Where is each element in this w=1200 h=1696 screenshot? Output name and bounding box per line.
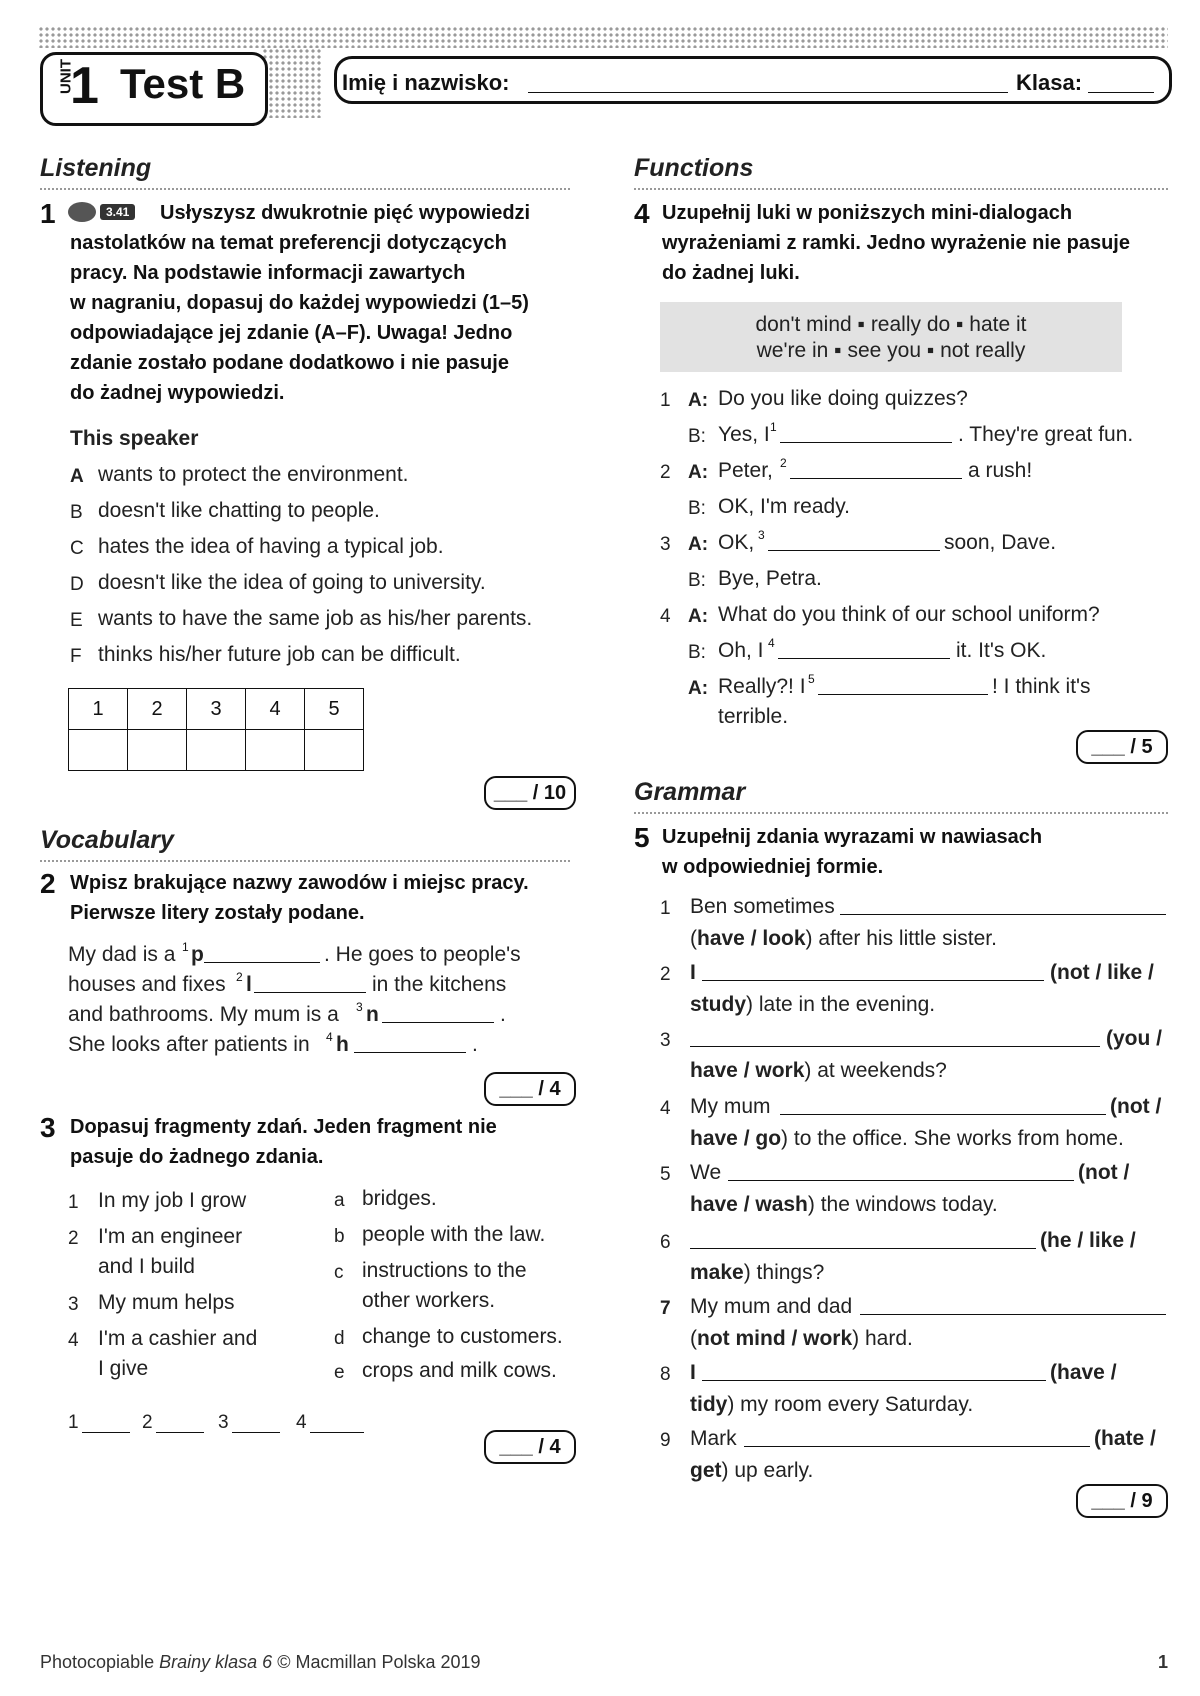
q1-stem: This speaker: [70, 427, 199, 450]
item-hint: (hate /: [1094, 1427, 1156, 1450]
section-divider: [40, 860, 570, 862]
unit-label: UNIT: [57, 59, 75, 94]
gap-number: 3: [356, 1000, 363, 1014]
question-number: 2: [40, 868, 56, 899]
section-listening: Listening: [40, 154, 152, 182]
score-box[interactable]: ___ / 4: [484, 1072, 576, 1106]
q1-instruction-line: Usłyszysz dwukrotnie pięć wypowiedzi: [160, 202, 531, 224]
answer-input-line[interactable]: [232, 1432, 280, 1433]
item-verbs: have / go: [690, 1127, 782, 1150]
item-hint: (not /: [1110, 1095, 1162, 1118]
dialogue-text: Yes, I: [718, 423, 770, 446]
speaker-label: A:: [688, 534, 709, 555]
right-item-letter: e: [334, 1362, 345, 1383]
item-text: My mum: [690, 1095, 771, 1118]
item-verbs: have / look: [697, 927, 806, 950]
right-item-letter: d: [334, 1328, 345, 1349]
q1-instruction-line: w nagraniu, dopasuj do każdej wypowiedzi (1–5): [70, 292, 529, 314]
dialogue-text: What do you think of our school uniform?: [718, 603, 1100, 626]
option-letter: E: [70, 610, 83, 631]
option-letter: A: [70, 466, 84, 487]
item-verbs: have / wash: [690, 1193, 808, 1216]
score-box[interactable]: ___ / 10: [484, 776, 576, 810]
gap-first-letter: h: [336, 1033, 349, 1056]
speaker-label: A:: [688, 606, 709, 627]
answer-input-line[interactable]: [156, 1432, 204, 1433]
q1-instruction-line: nastolatków na temat preferencji dotyczących: [70, 232, 507, 254]
score-box[interactable]: ___ / 5: [1076, 730, 1168, 764]
gap-first-letter: p: [191, 943, 204, 966]
cd-icon: [68, 202, 96, 222]
speaker-label: A:: [688, 678, 709, 699]
item-text: We: [690, 1161, 722, 1184]
grid-header-cell: 2: [128, 689, 187, 730]
section-functions: Functions: [634, 154, 754, 182]
grid-header-cell: 3: [187, 689, 246, 730]
answer-input-line[interactable]: [702, 980, 1044, 981]
item-verbs: study: [690, 993, 747, 1016]
item-verbs: get: [690, 1459, 722, 1482]
right-item-letter: b: [334, 1226, 345, 1247]
item-number: 9: [660, 1430, 671, 1451]
right-item-text: people with the law.: [362, 1223, 546, 1246]
item-line2: study) late in the evening.: [690, 993, 936, 1016]
gap-input-line[interactable]: [354, 1052, 466, 1053]
item-number: 5: [660, 1164, 671, 1185]
track-number: 3.41: [100, 204, 135, 220]
item-number: 1: [660, 898, 671, 919]
item-verbs: have / work: [690, 1059, 805, 1082]
answer-input-line[interactable]: [780, 1114, 1106, 1115]
left-item-text: I'm an engineer: [98, 1225, 243, 1248]
answer-input-line[interactable]: [690, 1046, 1100, 1047]
q2-line-start: and bathrooms. My mum is a: [68, 1003, 339, 1026]
score-box[interactable]: ___ / 9: [1076, 1484, 1168, 1518]
page-title: Test B: [120, 60, 246, 107]
answer-input-line[interactable]: [840, 914, 1166, 915]
item-hint: (not /: [1078, 1161, 1130, 1184]
option-letter: F: [70, 646, 82, 667]
q5-instruction-line: Uzupełnij zdania wyrazami w nawiasach: [662, 826, 1043, 848]
section-divider: [40, 188, 570, 190]
left-item-number: 4: [68, 1330, 79, 1351]
speaker-label: A:: [688, 462, 709, 483]
right-item-text: bridges.: [362, 1187, 437, 1210]
answer-input-line[interactable]: [702, 1380, 1046, 1381]
q2-line-start: She looks after patients in: [68, 1033, 310, 1056]
grid-answer-cell[interactable]: [246, 730, 305, 771]
footer-credit: [40, 1652, 481, 1673]
left-item-text: My mum helps: [98, 1291, 235, 1314]
dialogue-text: . They're great fun.: [958, 423, 1134, 446]
gap-input-line[interactable]: [382, 1022, 494, 1023]
word-box-line: don't mind ▪ really do ▪ hate it: [755, 313, 1027, 336]
answer-number: 3: [218, 1412, 229, 1433]
item-line2: have / go) to the office. She works from home.: [690, 1127, 1124, 1150]
word-box-line: we're in ▪ see you ▪ not really: [756, 339, 1026, 362]
section-divider: [634, 188, 1168, 190]
q2-line-start: My dad is a: [68, 943, 176, 966]
item-number: 6: [660, 1232, 671, 1253]
grid-header-cell: 5: [305, 689, 364, 730]
left-item-number: 1: [68, 1192, 79, 1213]
speaker-label: B:: [688, 498, 706, 519]
item-line2: have / work) at weekends?: [690, 1059, 947, 1082]
q2-line-end: .: [472, 1033, 478, 1056]
left-item-number: 2: [68, 1228, 79, 1249]
item-text: My mum and dad: [690, 1295, 853, 1318]
header-dot-pattern: [38, 26, 1168, 48]
class-input-line[interactable]: [1088, 92, 1154, 93]
dialogue-text: ! I think it's: [992, 675, 1091, 698]
section-divider: [634, 812, 1168, 814]
item-rest: up early.: [728, 1459, 814, 1482]
item-rest: hard.: [859, 1327, 913, 1350]
item-verbs: not mind / work: [697, 1327, 853, 1350]
right-item-letter: a: [334, 1190, 345, 1211]
grid-header-cell: 1: [69, 689, 128, 730]
dialogue-text: Peter,: [718, 459, 773, 482]
speaker-label: A:: [688, 390, 709, 411]
gap-number: 5: [808, 672, 815, 686]
q1-instruction-line: zdanie zostało podane dodatkowo i nie pasuje: [70, 352, 509, 374]
item-number: 2: [660, 964, 671, 985]
left-item-number: 3: [68, 1294, 79, 1315]
item-verbs: tidy: [690, 1393, 728, 1416]
item-line2: get) up early.: [690, 1459, 814, 1482]
q5-instruction-line: w odpowiedniej formie.: [662, 856, 884, 878]
dialogue-number: 4: [660, 606, 671, 627]
q4-instruction-line: Uzupełnij luki w poniższych mini-dialogach: [662, 202, 1073, 224]
item-verbs: make: [690, 1261, 744, 1284]
q2-instruction-line: Wpisz brakujące nazwy zawodów i miejsc pracy.: [70, 872, 529, 894]
item-rest: after his little sister.: [812, 927, 997, 950]
gap-input-line[interactable]: [818, 694, 988, 695]
gap-input-line[interactable]: [254, 992, 366, 993]
item-number: 7: [660, 1298, 671, 1319]
right-item-letter: c: [334, 1262, 344, 1283]
left-item-text: In my job I grow: [98, 1189, 247, 1212]
q2-line-end: .: [500, 1003, 506, 1026]
gap-number: 1: [182, 940, 189, 954]
gap-first-letter: n: [366, 1003, 379, 1026]
question-number: 3: [40, 1112, 56, 1143]
item-line2: have / wash) the windows today.: [690, 1193, 998, 1216]
gap-number: 3: [758, 528, 765, 542]
gap-number: 2: [236, 970, 243, 984]
item-text: Ben sometimes: [690, 895, 835, 918]
q3-instruction-line: Dopasuj fragmenty zdań. Jeden fragment nie: [70, 1116, 497, 1138]
dialogue-text: terrible.: [718, 705, 789, 728]
item-line2: (have / look) after his little sister.: [690, 927, 997, 950]
item-rest: at weekends?: [811, 1059, 947, 1082]
item-hint: (you /: [1106, 1027, 1162, 1050]
gap-input-line[interactable]: [778, 658, 950, 659]
grid-answer-cell[interactable]: [128, 730, 187, 771]
answer-number: 1: [68, 1412, 79, 1433]
item-number: 4: [660, 1098, 671, 1119]
question-number: 5: [634, 822, 650, 853]
grid-header-cell: 4: [246, 689, 305, 730]
name-label: Imię i nazwisko:: [342, 70, 510, 95]
right-item-text: change to customers.: [362, 1325, 563, 1348]
item-rest: late in the evening.: [753, 993, 936, 1016]
option-text: thinks his/her future job can be difficult.: [98, 643, 461, 666]
option-letter: D: [70, 574, 84, 595]
option-text: hates the idea of having a typical job.: [98, 535, 444, 558]
class-label: Klasa:: [1016, 70, 1083, 95]
q1-instruction-line: do żadnej wypowiedzi.: [70, 382, 285, 404]
footer-book: Brainy klasa 6: [159, 1652, 273, 1672]
q4-instruction-line: do żadnej luki.: [662, 262, 800, 284]
item-text: Mark: [690, 1427, 737, 1450]
option-letter: C: [70, 538, 84, 559]
item-line2: make) things?: [690, 1261, 825, 1284]
item-number: 8: [660, 1364, 671, 1385]
item-rest: things?: [750, 1261, 825, 1284]
item-rest: to the office. She works from home.: [788, 1127, 1124, 1150]
answer-input-line[interactable]: [82, 1432, 130, 1433]
grid-answer-cell[interactable]: [187, 730, 246, 771]
option-text: wants to protect the environment.: [98, 463, 409, 486]
answer-input-line[interactable]: [690, 1248, 1036, 1249]
q3-instruction-line: pasuje do żadnego zdania.: [70, 1146, 324, 1168]
gap-input-line[interactable]: [204, 962, 320, 963]
gap-first-letter: l: [246, 973, 252, 996]
dialogue-text: OK,: [718, 531, 755, 554]
right-item-text: crops and milk cows.: [362, 1359, 557, 1382]
dialogue-text: it. It's OK.: [956, 639, 1047, 662]
speaker-label: B:: [688, 426, 706, 447]
dialogue-number: 3: [660, 534, 671, 555]
gap-input-line[interactable]: [780, 442, 952, 443]
dialogue-text: Bye, Petra.: [718, 567, 822, 590]
item-hint: (not / like /: [1050, 961, 1154, 984]
right-item-text: instructions to the: [362, 1259, 527, 1282]
gap-number: 4: [326, 1030, 333, 1044]
score-box[interactable]: ___ / 4: [484, 1430, 576, 1464]
question-number: 4: [634, 198, 650, 229]
item-number: 3: [660, 1030, 671, 1051]
gap-number: 2: [780, 456, 787, 470]
dialogue-text: soon, Dave.: [944, 531, 1057, 554]
audio-track-badge[interactable]: [68, 202, 135, 222]
dialogue-text: Do you like doing quizzes?: [718, 387, 968, 410]
q2-line-end: . He goes to people's: [324, 943, 521, 966]
q2-line-start: houses and fixes: [68, 973, 226, 996]
q1-instruction-line: pracy. Na podstawie informacji zawartych: [70, 262, 466, 284]
page-number: 1: [1158, 1652, 1169, 1672]
footer-prefix: Photocopiable: [40, 1652, 155, 1672]
q2-instruction-line: Pierwsze litery zostały podane.: [70, 902, 365, 924]
answer-grid: [68, 688, 364, 771]
dialogue-text: OK, I'm ready.: [718, 495, 850, 518]
left-item-text: and I build: [98, 1255, 195, 1278]
option-text: doesn't like chatting to people.: [98, 499, 380, 522]
q1-instruction-line: odpowiadające jej zdanie (A–F). Uwaga! Jedno: [70, 322, 513, 344]
dialogue-number: 2: [660, 462, 671, 483]
section-grammar: Grammar: [634, 778, 746, 806]
item-hint: (he / like /: [1040, 1229, 1136, 1252]
gap-input-line[interactable]: [768, 550, 940, 551]
item-line2: tidy) my room every Saturday.: [690, 1393, 974, 1416]
left-item-text: I'm a cashier and: [98, 1327, 258, 1350]
option-letter: B: [70, 502, 83, 523]
item-line2: (not mind / work) hard.: [690, 1327, 913, 1350]
grid-answer-cell[interactable]: [69, 730, 128, 771]
grid-answer-cell[interactable]: [305, 730, 364, 771]
q4-instruction-line: wyrażeniami z ramki. Jedno wyrażenie nie pasuje: [662, 232, 1130, 254]
unit-number: 1: [70, 57, 99, 115]
answer-input-line[interactable]: [744, 1446, 1090, 1447]
right-item-text: other workers.: [362, 1289, 496, 1312]
dialogue-number: 1: [660, 390, 671, 411]
answer-number: 4: [296, 1412, 307, 1433]
footer-suffix: © Macmillan Polska 2019: [277, 1652, 481, 1672]
item-text: I: [690, 961, 696, 984]
option-text: doesn't like the idea of going to university.: [98, 571, 486, 594]
dialogue-text: Really?! I: [718, 675, 806, 698]
item-hint: (have /: [1050, 1361, 1117, 1384]
gap-input-line[interactable]: [790, 478, 962, 479]
answer-input-line[interactable]: [860, 1314, 1166, 1315]
q2-line-end: in the kitchens: [372, 973, 507, 996]
header-dot-pattern-small: [262, 48, 322, 118]
answer-number: 2: [142, 1412, 153, 1433]
speaker-label: B:: [688, 642, 706, 663]
option-text: wants to have the same job as his/her parents.: [98, 607, 533, 630]
item-rest: my room every Saturday.: [734, 1393, 974, 1416]
left-item-text: I give: [98, 1357, 149, 1380]
speaker-label: B:: [688, 570, 706, 591]
dialogue-text: a rush!: [968, 459, 1033, 482]
answer-input-line[interactable]: [728, 1180, 1074, 1181]
question-number: 1: [40, 198, 56, 229]
name-input-line[interactable]: [528, 92, 1008, 93]
item-text: I: [690, 1361, 696, 1384]
section-vocabulary: Vocabulary: [40, 826, 174, 854]
gap-number: 1: [770, 420, 777, 434]
answer-input-line[interactable]: [310, 1432, 364, 1433]
gap-number: 4: [768, 636, 775, 650]
item-rest: the windows today.: [814, 1193, 998, 1216]
dialogue-text: Oh, I: [718, 639, 764, 662]
